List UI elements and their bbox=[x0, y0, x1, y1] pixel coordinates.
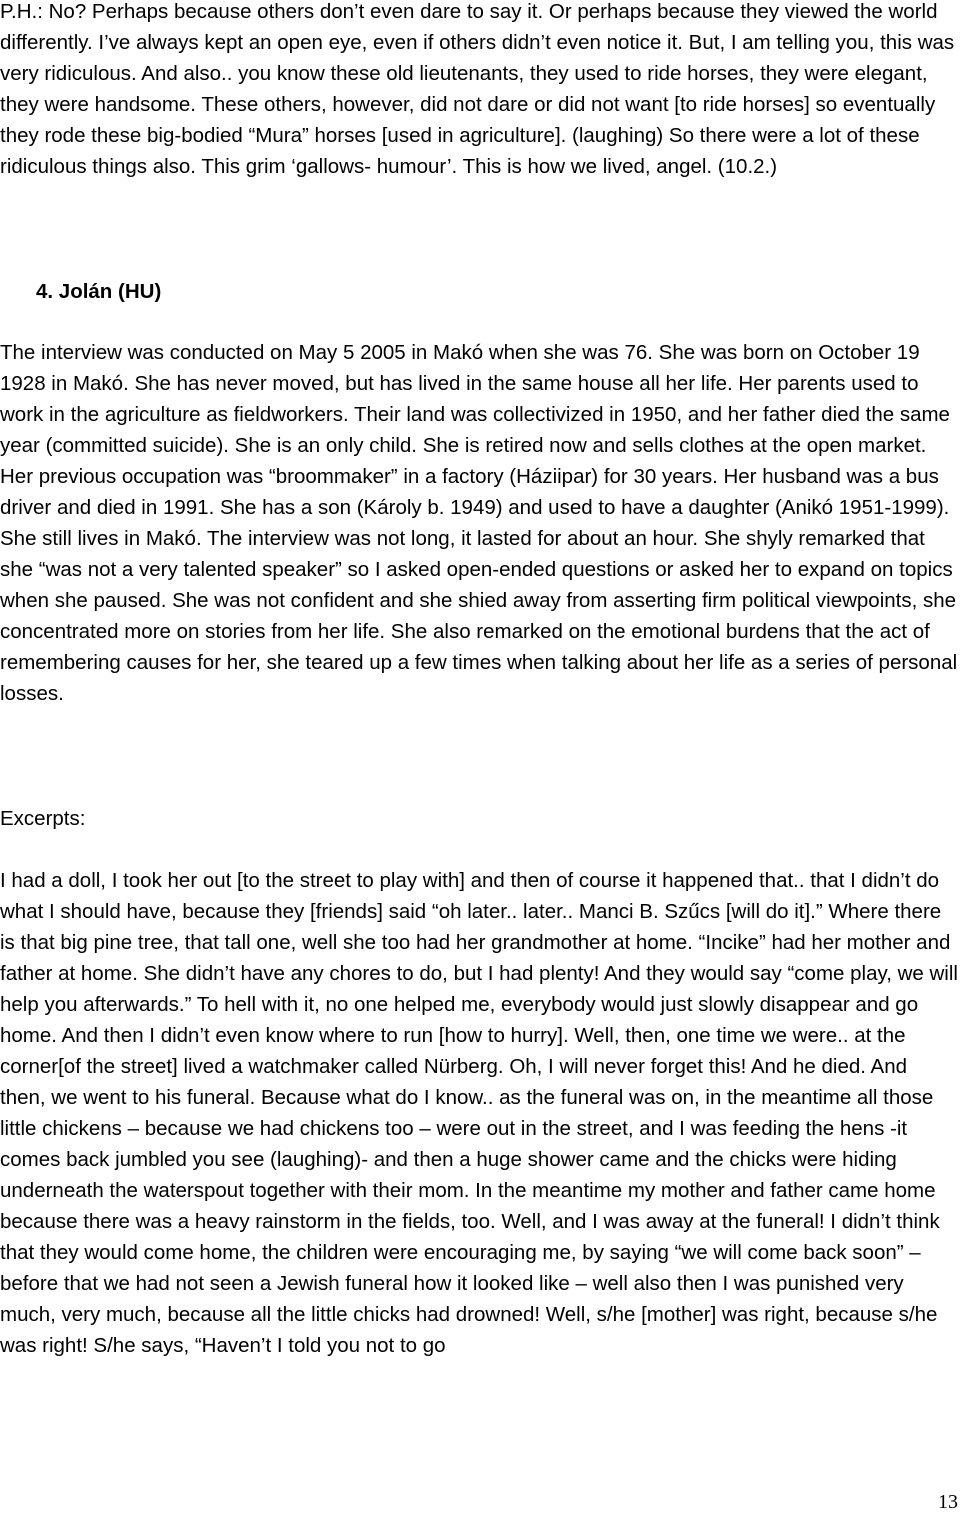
excerpt-paragraph: I had a doll, I took her out [to the street to play with] and then of course it happened that.. that I didn’t do what I should have, because they [friends] said “oh later.. later.. Manci B. Szűcs [will do it].” Where there is that big pine tree, that tall one, well she too had her grandmother at home. “Incike” had her mother and father at home. She didn’t have any chores to do, but I had plenty! And they would say “come play, we will help you afterwards.” To hell with it, no one helped me, everybody would just slowly disappear and go home. And then I didn’t even know where to run [how to hurry]. Well, then, one time we were.. at the corner[of the street] lived a watchmaker called Nürberg. Oh, I will never forget this! And he died. And then, we went to his funeral. Because what do I know.. as the funeral was on, in the meantime all those little chickens – because we had chickens too – were out in the street, and I was feeding the hens -it comes back jumbled you see (laughing)- and then a huge shower came and the chicks were hiding underneath the waterspout together with their mom. In the meantime my mother and father came home because there was a heavy rainstorm in the fields, too. Well, and I was away at the funeral! I didn’t think that they would come home, the children were encouraging me, by saying “we will come back soon” – before that we had not seen a Jewish funeral how it looked like – well also then I was punished very much, very much, because all the little chicks had drowned! Well, s/he [mother] was right, because s/he was right! S/he says, “Haven’t I told you not to go bbox=[0, 869, 958, 1357]
page-number: 13 bbox=[938, 1491, 958, 1513]
opening-paragraph: P.H.: No? Perhaps because others don’t even dare to say it. Or perhaps because they viewed the world differently. I’ve always kept an open eye, even if others didn’t even notice it. But, I am telling you, this was very ridiculous. And also.. you know these old lieutenants, they used to ride horses, they were elegant, they were handsome. These others, however, did not dare or did not want [to ride horses] so eventually they rode these big-bodied “Mura” horses [used in agriculture]. (laughing) So there were a lot of these ridiculous things also. This grim ‘gallows- humour’. This is how we lived, angel. (10.2.) bbox=[0, 0, 955, 178]
interview-intro-paragraph: The interview was conducted on May 5 2005 in Makó when she was 76. She was born on October 19 1928 in Makó. She has never moved, but has lived in the same house all her life. Her parents used to work in the agriculture as fieldworkers. Their land was collectivized in 1950, and her father died the same year (committed suicide). She is an only child. She is retired now and sells clothes at the open market. Her previous occupation was “broommaker” in a factory (Háziipar) for 30 years. Her husband was a bus driver and died in 1991. She has a son (Károly b. 1949) and used to have a daughter (Anikó 1951-1999). She still lives in Makó. The interview was not long, it lasted for about an hour. She shyly remarked that she “was not a very talented speaker” so I asked open-ended questions or asked her to expand on topics when she paused. She was not confident and she shied away from asserting firm political viewpoints, she concentrated more on stories from her life. She also remarked on the emotional burdens that the act of remembering causes for her, she teared up a few times when talking about her life as a series of personal losses. bbox=[0, 341, 958, 705]
section-heading: 4. Jolán (HU) bbox=[36, 280, 162, 303]
excerpts-label: Excerpts: bbox=[0, 807, 86, 830]
